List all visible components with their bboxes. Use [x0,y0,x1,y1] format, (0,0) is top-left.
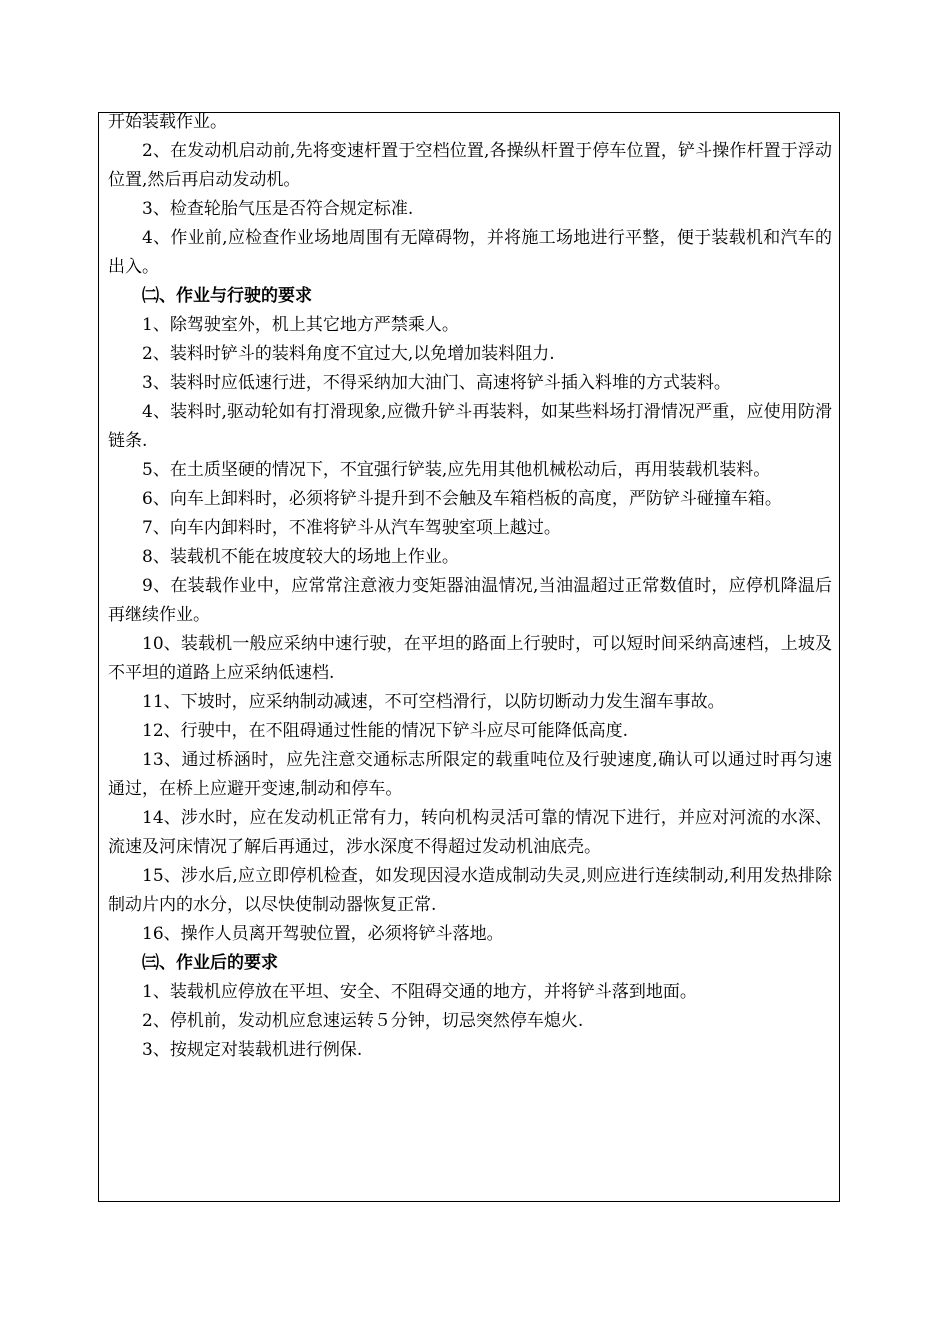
paragraph-item: 3、检查轮胎气压是否符合规定标准. [142,199,414,219]
paragraph-item: 16、操作人员离开驾驶位置，必须将铲斗落地。 [142,924,504,944]
paragraph-item: 12、行驶中，在不阻碍通过性能的情况下铲斗应尽可能降低高度. [142,721,629,741]
paragraph-item: 6、向车上卸料时，必须将铲斗提升到不会触及车箱档板的高度，严防铲斗碰撞车箱。 [142,489,782,509]
paragraph-item: 3、装料时应低速行进，不得采纳加大油门、高速将铲斗插入料堆的方式装料。 [142,373,731,393]
paragraph-item: 10、装载机一般应采纳中速行驶，在平坦的路面上行驶时，可以短时间采纳高速档，上坡及不平坦的道路上应采纳低速档. [108,634,832,683]
paragraph-item: 1、除驾驶室外，机上其它地方严禁乘人。 [142,315,459,335]
paragraph-item: 13、通过桥涵时，应先注意交通标志所限定的载重吨位及行驶速度,确认可以通过时再匀速通过，在桥上应避开变速,制动和停车。 [108,750,832,799]
paragraph-item: 1、装载机应停放在平坦、安全、不阻碍交通的地方，并将铲斗落到地面。 [142,982,697,1002]
paragraph-item: 5、在土质坚硬的情况下，不宜强行铲装,应先用其他机械松动后，再用装载机装料。 [142,460,771,480]
document-body [108,108,832,1065]
paragraph-item: 8、装载机不能在坡度较大的场地上作业。 [142,547,459,567]
paragraph-item: 7、向车内卸料时，不准将铲斗从汽车驾驶室项上越过。 [142,518,561,538]
paragraph-item: 2、在发动机启动前,先将变速杆置于空档位置,各操纵杆置于停车位置，铲斗操作杆置于浮动位置,然后再启动发动机。 [108,141,832,190]
paragraph-item: 11、下坡时，应采纳制动减速，不可空档滑行，以防切断动力发生溜车事故。 [142,692,725,712]
paragraph-item: 3、按规定对装载机进行例保. [142,1040,363,1060]
paragraph-item: 2、装料时铲斗的装料角度不宜过大,以免增加装料阻力. [142,344,555,364]
paragraph-item: 9、在装载作业中，应常常注意液力变矩器油温情况,当油温超过正常数值时，应停机降温后再继续作业。 [108,576,832,625]
paragraph-item: 2、停机前，发动机应怠速运转５分钟，切忌突然停车熄火. [142,1011,584,1031]
paragraph-item: 15、涉水后,应立即停机检查，如发现因浸水造成制动失灵,则应进行连续制动,利用发热排除制动片内的水分，以尽快使制动器恢复正常. [108,866,832,915]
section-heading: ㈢、作业后的要求 [142,953,278,973]
paragraph-item: 4、作业前,应检查作业场地周围有无障碍物，并将施工场地进行平整，便于装载机和汽车的出入。 [108,228,832,277]
paragraph-continuation: 开始装载作业。 [108,112,227,132]
paragraph-item: 4、装料时,驱动轮如有打滑现象,应微升铲斗再装料，如某些料场打滑情况严重，应使用防滑链条. [108,402,832,451]
paragraph-item: 14、涉水时，应在发动机正常有力，转向机构灵活可靠的情况下进行，并应对河流的水深、流速及河床情况了解后再通过，涉水深度不得超过发动机油底壳。 [108,808,832,857]
section-heading: ㈡、作业与行驶的要求 [142,286,312,306]
